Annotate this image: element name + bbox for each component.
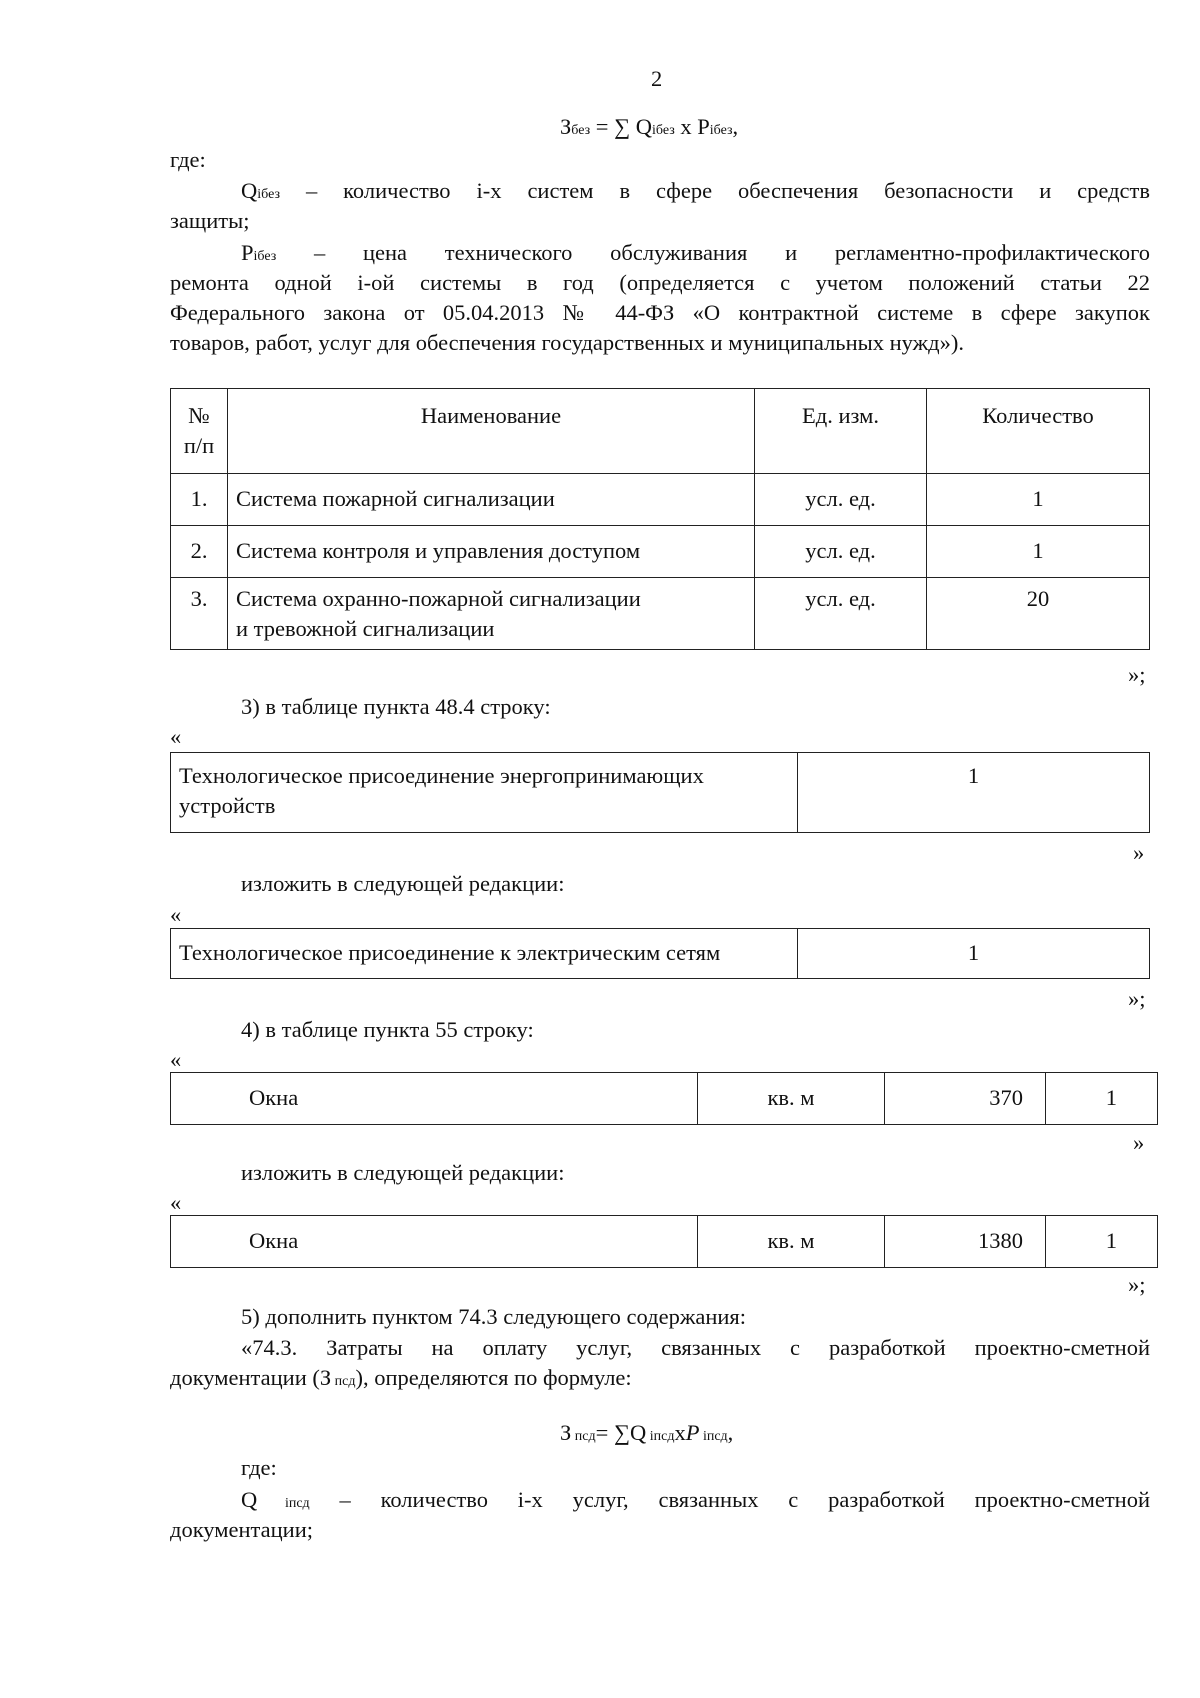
- q-definition-psd: Q iпсд – количество i-х услуг, связанных с разработкой проектно-сметной: [241, 1487, 1151, 1512]
- col-header-unit: Ед. изм.: [755, 389, 927, 474]
- table-row: 1. Система пожарной сигнализации усл. ед. 1: [171, 474, 1150, 526]
- formula-zpsd: З псд= ∑Q iпсдxP iпсд,: [560, 1420, 734, 1445]
- item-3: 3) в таблице пункта 48.4 строку:: [241, 694, 551, 719]
- q-definition: Qiбез – количество i-х систем в сфере обеспечения безопасности и средств: [241, 178, 1151, 203]
- close-quote: »: [1133, 840, 1145, 865]
- paragraph-74-3: «74.3. Затраты на оплату услуг, связанных с разработкой проектно-сметной: [241, 1335, 1150, 1360]
- where-label: где:: [170, 147, 206, 172]
- edit-instruction: изложить в следующей редакции:: [241, 871, 565, 896]
- table-row-new-55: Окна кв. м 1380 1: [170, 1215, 1158, 1268]
- where-label: где:: [241, 1455, 277, 1480]
- table-row-old-48-4: Технологическое присоединение энергопринимающих устройств 1: [170, 752, 1150, 833]
- open-quote: «: [170, 1047, 182, 1072]
- table-row: 2. Система контроля и управления доступом усл. ед. 1: [171, 526, 1150, 578]
- close-quote: »: [1133, 1130, 1145, 1155]
- p-definition-line: Piбез – цена технического обслуживания и регламентно-профилактического: [241, 240, 1150, 265]
- close-quote: »;: [1128, 1272, 1146, 1297]
- p-definition-last: товаров, работ, услуг для обеспечения государственных и муниципальных нужд»).: [170, 330, 964, 355]
- systems-table: [170, 388, 1150, 650]
- item-4: 4) в таблице пункта 55 строку:: [241, 1017, 534, 1042]
- edit-instruction: изложить в следующей редакции:: [241, 1160, 565, 1185]
- open-quote: «: [170, 902, 182, 927]
- q-definition-psd-cont: документации;: [170, 1517, 313, 1542]
- col-header-qty: Количество: [927, 389, 1150, 474]
- open-quote: «: [170, 724, 182, 749]
- open-quote: «: [170, 1190, 182, 1215]
- table-row: 3. Система охранно-пожарной сигнализации и тревожной сигнализации усл. ед. 20: [171, 578, 1150, 650]
- page-number: 2: [651, 66, 663, 91]
- p-definition-line: ремонта одной i-ой системы в год (определяется с учетом положений статьи 22: [170, 270, 1150, 295]
- close-quote: »;: [1128, 986, 1146, 1011]
- close-quote: »;: [1128, 662, 1146, 687]
- paragraph-74-3-cont: документации (З псд), определяются по формуле:: [170, 1365, 632, 1390]
- formula-zbez: Збез = ∑ Qiбез x Piбез,: [560, 114, 739, 139]
- item-5: 5) дополнить пунктом 74.3 следующего содержания:: [241, 1304, 747, 1329]
- col-header-name: Наименование: [228, 389, 755, 474]
- p-definition-line: Федерального закона от 05.04.2013 № 44-ФЗ «О контрактной системе в сфере закупок: [170, 300, 1150, 325]
- q-definition-cont: защиты;: [170, 208, 250, 233]
- col-header-num: № п/п: [171, 389, 228, 474]
- table-row-old-55: Окна кв. м 370 1: [170, 1072, 1158, 1125]
- table-row-new-48-4: Технологическое присоединение к электрическим сетям 1: [170, 928, 1150, 979]
